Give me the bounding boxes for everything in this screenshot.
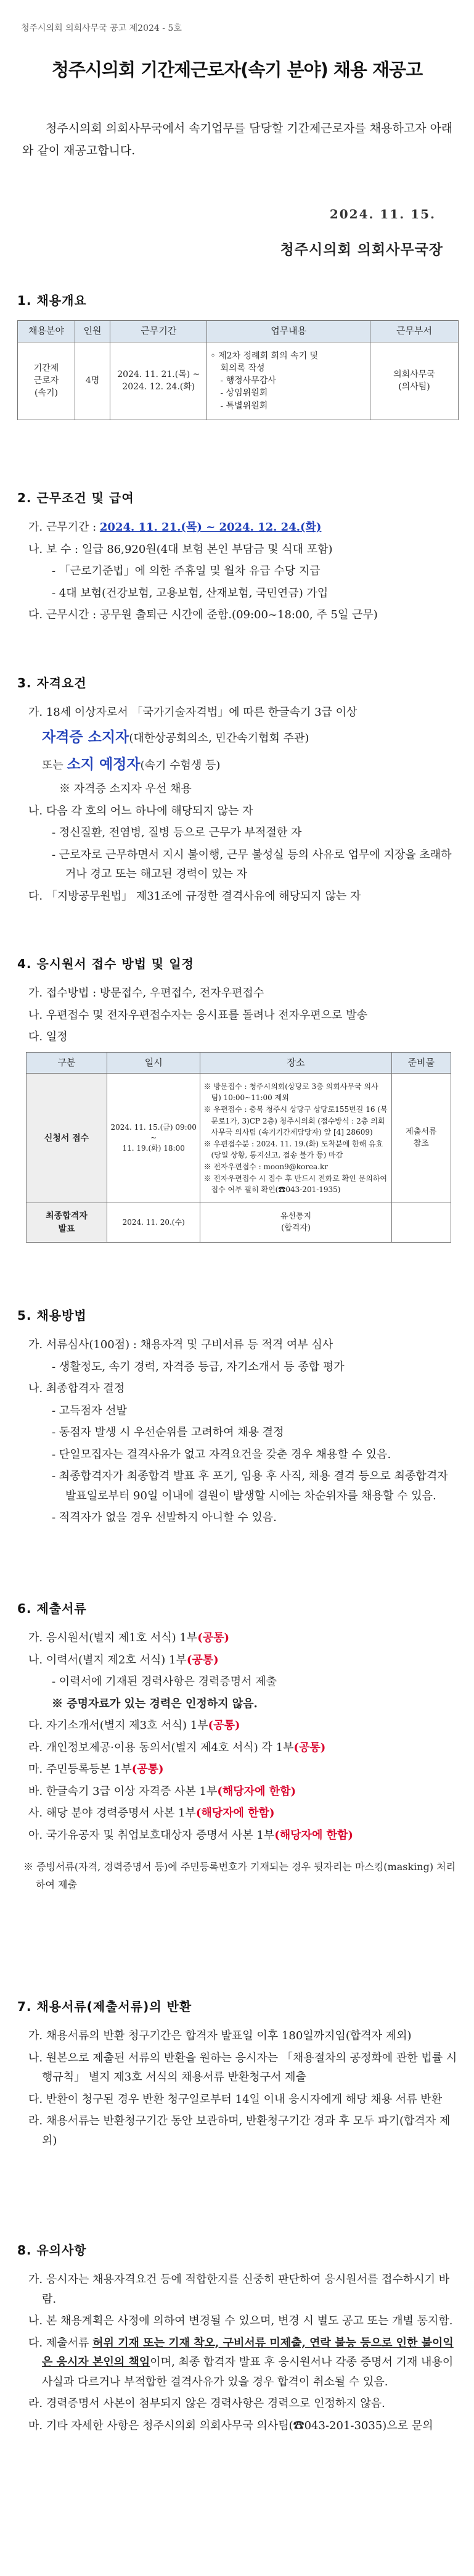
table-header: 업무내용 [207, 321, 370, 342]
section-heading: 7. 채용서류(제출서류)의 반환 [17, 1999, 192, 2014]
dept-cell: 의회사무국 (의사팀) [370, 342, 458, 420]
section-method [17, 1305, 459, 1530]
duty-line: - 행정사무감사 [220, 376, 276, 386]
note-line [17, 2334, 459, 2392]
schedule-where: 유선통지 (합격자) [200, 1203, 391, 1243]
doc-line [17, 1760, 459, 1779]
doc-line [17, 1826, 459, 1845]
method-line: 나. 최종합격자 결정 [28, 1382, 125, 1395]
doc-note: ※ 증명자료가 있는 경력은 인정하지 않음. [52, 1697, 258, 1710]
app-line: 가. 접수방법 : 방문접수, 우편접수, 전자우편접수 [28, 987, 264, 1000]
section-overview [17, 290, 459, 420]
where-line: ※ 우편접수 : 충북 청주시 상당구 상당로155번길 16 (북문로1가, 3)CP 2층) 청주시의회 (접수방식 : 2층 의회사무국 의사팀 (속기기간제담당자) 앞 [4] 28609) [203, 1104, 388, 1137]
schedule-where [200, 1074, 391, 1203]
count-cell: 4명 [75, 342, 110, 420]
doc-text: 가. 응시원서(별지 제1호 서식) 1부 [28, 1631, 198, 1644]
common-tag: (공통) [131, 1763, 164, 1776]
return-line: 라. 채용서류는 반환청구기간 동안 보관하며, 반환청구기간 경과 후 모두 파기(합격자 제외) [28, 2114, 451, 2147]
qual-highlight: 소지 예정자 [67, 755, 141, 772]
common-tag: (공통) [208, 1719, 240, 1732]
section-documents [17, 1598, 459, 1894]
note-rest: 이며, 최종 합격자 발표 후 응시원서나 각종 증명서 기재 내용이 사실과 다르거나 부적합한 결격사유가 있을 경우 합격이 취소될 수 있음. [42, 2356, 454, 2388]
doc-line [17, 1804, 459, 1823]
table-header: 근무기간 [110, 321, 207, 342]
note-prefix: 다. 제출서류 [28, 2336, 93, 2350]
doc-detail: - 이력서에 기재된 경력사항은 경력증명서 제출 [52, 1675, 277, 1688]
qual-detail: - 정신질환, 전염병, 질병 등으로 근무가 부적절한 자 [52, 826, 302, 839]
duties-cell [207, 342, 370, 420]
pay-detail: - 「근로기준법」에 의한 주휴일 및 월차 유급 수당 지급 [52, 565, 321, 578]
doc-text: 바. 한글속기 3급 이상 자격증 사본 1부 [28, 1784, 218, 1798]
duty-line: ◦ 제2차 정례회 회의 속기 및 [210, 350, 319, 361]
doc-line [17, 1628, 459, 1648]
pay-detail: - 4대 보험(건강보험, 고용보험, 산재보험, 국민연금) 가입 [52, 586, 329, 600]
overview-table [17, 320, 459, 420]
common-tag: (공통) [293, 1741, 326, 1754]
conditional-tag: (해당자에 한함) [274, 1828, 353, 1842]
doc-line [17, 1650, 459, 1670]
note-emphasis: 허위 기재 또는 기재 착오, 구비서류 미제출, 연락 불능 등으로 인한 불이익은 응시자 본인의 책임 [42, 2336, 454, 2369]
qual-line: 가. 18세 이상자로서 「국가기술자격법」에 따른 한글속기 3급 이상 [28, 706, 358, 719]
table-header: 일시 [107, 1052, 200, 1074]
pay-line: 나. 보 수 : 일급 86,920원(4대 보험 본인 부담금 및 식대 포함) [28, 542, 333, 556]
section-heading: 2. 근무조건 및 급여 [17, 491, 134, 505]
table-header: 인원 [75, 321, 110, 342]
schedule-label: 최종합격자 발표 [27, 1203, 107, 1243]
section-heading: 6. 제출서류 [17, 1601, 87, 1616]
schedule-bring [391, 1203, 451, 1243]
app-line: 다. 일정 [28, 1030, 68, 1043]
line-prefix: 가. 근무기간 : [28, 521, 100, 534]
qual-rest: (속기 수험생 등) [140, 758, 221, 772]
qual-rest: (대한상공회의소, 민간속기협회 주관) [129, 731, 309, 745]
doc-footnote: ※ 증빙서류(자격, 경력증명서 등)에 주민등록번호가 기재되는 경우 뒷자리는 마스킹(masking) 처리하여 제출 [23, 1861, 456, 1891]
section-heading: 5. 채용방법 [17, 1308, 87, 1323]
duty-line: - 특별위원회 [220, 400, 268, 411]
method-detail: - 고득점자 선발 [52, 1404, 127, 1417]
schedule-table [26, 1052, 451, 1243]
qual-note: ※ 자격증 소지자 우선 채용 [59, 782, 192, 795]
table-header: 구분 [27, 1052, 107, 1074]
doc-text: 사. 해당 분야 경력증명서 사본 1부 [28, 1807, 196, 1820]
duty-line: 회의록 작성 [220, 363, 265, 373]
doc-line [17, 1716, 459, 1736]
field-cell: 기간제 근로자 (속기) [18, 342, 75, 420]
common-tag: (공통) [186, 1653, 219, 1667]
schedule-when: 2024. 11. 15.(금) 09:00 ~ 11. 19.(화) 18:00 [107, 1074, 200, 1203]
doc-text: 라. 개인정보제공·이용 동의서(별지 제4호 서식) 각 1부 [28, 1741, 294, 1754]
doc-text: 마. 주민등록등본 1부 [28, 1763, 132, 1776]
period-line [17, 518, 459, 537]
section-conditions [17, 487, 459, 627]
qual-or: 또는 [42, 758, 67, 772]
intro-paragraph: 청주시의회 의회사무국에서 속기업무를 담당할 기간제근로자를 채용하고자 아래와 같이 재공고합니다. [22, 122, 453, 158]
where-line: ※ 방문접수 : 청주시의회(상당로 3층 의회사무국 의사팀) 10:00~11:00 제외 [203, 1082, 378, 1103]
hours-line: 다. 근무시간 : 공무원 출퇴근 시간에 준함.(09:00~18:00, 주 5일 근무) [28, 608, 378, 621]
method-detail: - 단일모집자는 결격사유가 없고 자격요건을 갖춘 경우 채용할 수 있음. [52, 1447, 391, 1461]
table-header: 근무부서 [370, 321, 458, 342]
period-cell [110, 342, 207, 420]
where-line: ※ 전자우편접수 : moon9@korea.kr [203, 1162, 329, 1171]
section-return [17, 1996, 459, 2153]
conditional-tag: (해당자에 한함) [195, 1807, 275, 1820]
where-line: ※ 우편접수분 : 2024. 11. 19.(화) 도착분에 한해 유효(당일 상황, 통지신고, 접송 불가 등) 마감 [203, 1139, 383, 1160]
doc-text: 나. 이력서(별지 제2호 서식) 1부 [28, 1653, 187, 1667]
table-header: 장소 [200, 1052, 391, 1074]
doc-text: 다. 자기소개서(별지 제3호 서식) 1부 [28, 1719, 208, 1732]
return-line: 다. 반환이 청구된 경우 반환 청구일로부터 14일 이내 응시자에게 해당 채용 서류 반환 [28, 2092, 443, 2106]
table-header: 준비물 [391, 1052, 451, 1074]
doc-text: 아. 국가유공자 및 취업보호대상자 증명서 사본 1부 [28, 1828, 275, 1842]
method-line: 가. 서류심사(100점) : 채용자격 및 구비서류 등 적격 여부 심사 [28, 1338, 333, 1351]
conditional-tag: (해당자에 한함) [217, 1784, 296, 1798]
period-value: 2024. 11. 21.(목) ~ 2024. 12. 24.(화) [99, 521, 322, 534]
return-line: 나. 원본으로 제출된 서류의 반환을 원하는 응시자는 「채용절차의 공정화에 관한 법률 시행규칙」 별지 제3호 서식의 채용서류 반환청구서 제출 [28, 2051, 457, 2084]
schedule-bring: 제출서류 참조 [391, 1074, 451, 1203]
method-detail: - 최종합격자가 최종합격 발표 후 포기, 임용 후 사직, 채용 결격 등으로 최종합격자 발표일로부터 90일 이내에 결원이 발생할 시에는 차순위자를 채용할 수 있음. [52, 1470, 448, 1502]
app-line: 나. 우편접수 및 전자우편접수자는 응시표를 돌려나 전자우편으로 발송 [28, 1008, 368, 1022]
section-heading: 4. 응시원서 접수 방법 및 일정 [17, 956, 194, 971]
section-heading: 1. 채용개요 [17, 293, 87, 308]
note-line: 마. 기타 자세한 사항은 청주시의회 의회사무국 의사팀(☎043-201-3035)으로 문의 [28, 2419, 433, 2432]
signer: 청주시의회 의회사무국장 [280, 241, 443, 258]
note-line: 나. 본 채용계획은 사정에 의하여 변경될 수 있으며, 변경 시 별도 공고 또는 개별 통지함. [28, 2314, 453, 2327]
doc-line [17, 1782, 459, 1802]
qual-line: 나. 다음 각 호의 어느 하나에 해당되지 않는 자 [28, 804, 253, 818]
section-heading: 8. 유의사항 [17, 2243, 87, 2258]
qual-detail: - 근로자로 근무하면서 지시 불이행, 근무 불성실 등의 사유로 업무에 지장을 초래하거나 경고 또는 해고된 경력이 있는 자 [52, 848, 452, 880]
section-qualifications [17, 673, 459, 908]
qual-highlight: 자격증 소지자 [42, 728, 129, 745]
schedule-label: 신청서 접수 [27, 1074, 107, 1203]
schedule-when: 2024. 11. 20.(수) [107, 1203, 200, 1243]
note-line: 가. 응시자는 채용자격요건 등에 적합한지를 신중히 판단하여 응시원서를 접수하시기 바람. [28, 2273, 450, 2306]
method-detail: - 생활정도, 속기 경력, 자격증 등급, 자기소개서 등 종합 평가 [52, 1360, 345, 1373]
period-end: 2024. 12. 24.(화) [122, 382, 195, 392]
qual-line-cont [17, 725, 459, 750]
section-heading: 3. 자격요건 [17, 676, 87, 690]
section-application [17, 953, 459, 1243]
method-detail: - 적격자가 없을 경우 선발하지 아니할 수 있음. [52, 1511, 277, 1524]
qual-line: 다. 「지방공무원법」 제31조에 규정한 결격사유에 해당되지 않는 자 [28, 889, 361, 903]
doc-line [17, 1738, 459, 1758]
note-line: 라. 경력증명서 사본이 첨부되지 않은 경력사항은 경력으로 인정하지 않음. [28, 2397, 385, 2410]
qual-line-cont [17, 752, 459, 777]
table-header: 채용분야 [18, 321, 75, 342]
where-line: ※ 전자우편접수 시 접수 후 반드시 전화로 확인 문의하여 접수 여부 필히 확인(☎043-201-1935) [203, 1174, 388, 1195]
section-notes [17, 2240, 459, 2438]
return-line: 가. 채용서류의 반환 청구기간은 합격자 발표일 이후 180일까지임(합격자 제외) [28, 2029, 412, 2042]
notice-number: 청주시의회 의회사무국 공고 제2024 - 5호 [21, 23, 182, 33]
duty-line: - 상임위원회 [220, 388, 268, 399]
page-title: 청주시의회 기간제근로자(속기 분야) 채용 재공고 [51, 59, 423, 80]
notice-date: 2024. 11. 15. [329, 207, 436, 222]
period-start: 2024. 11. 21.(목) ~ [117, 369, 200, 379]
method-detail: - 동점자 발생 시 우선순위를 고려하여 채용 결정 [52, 1426, 284, 1439]
common-tag: (공통) [197, 1631, 230, 1644]
